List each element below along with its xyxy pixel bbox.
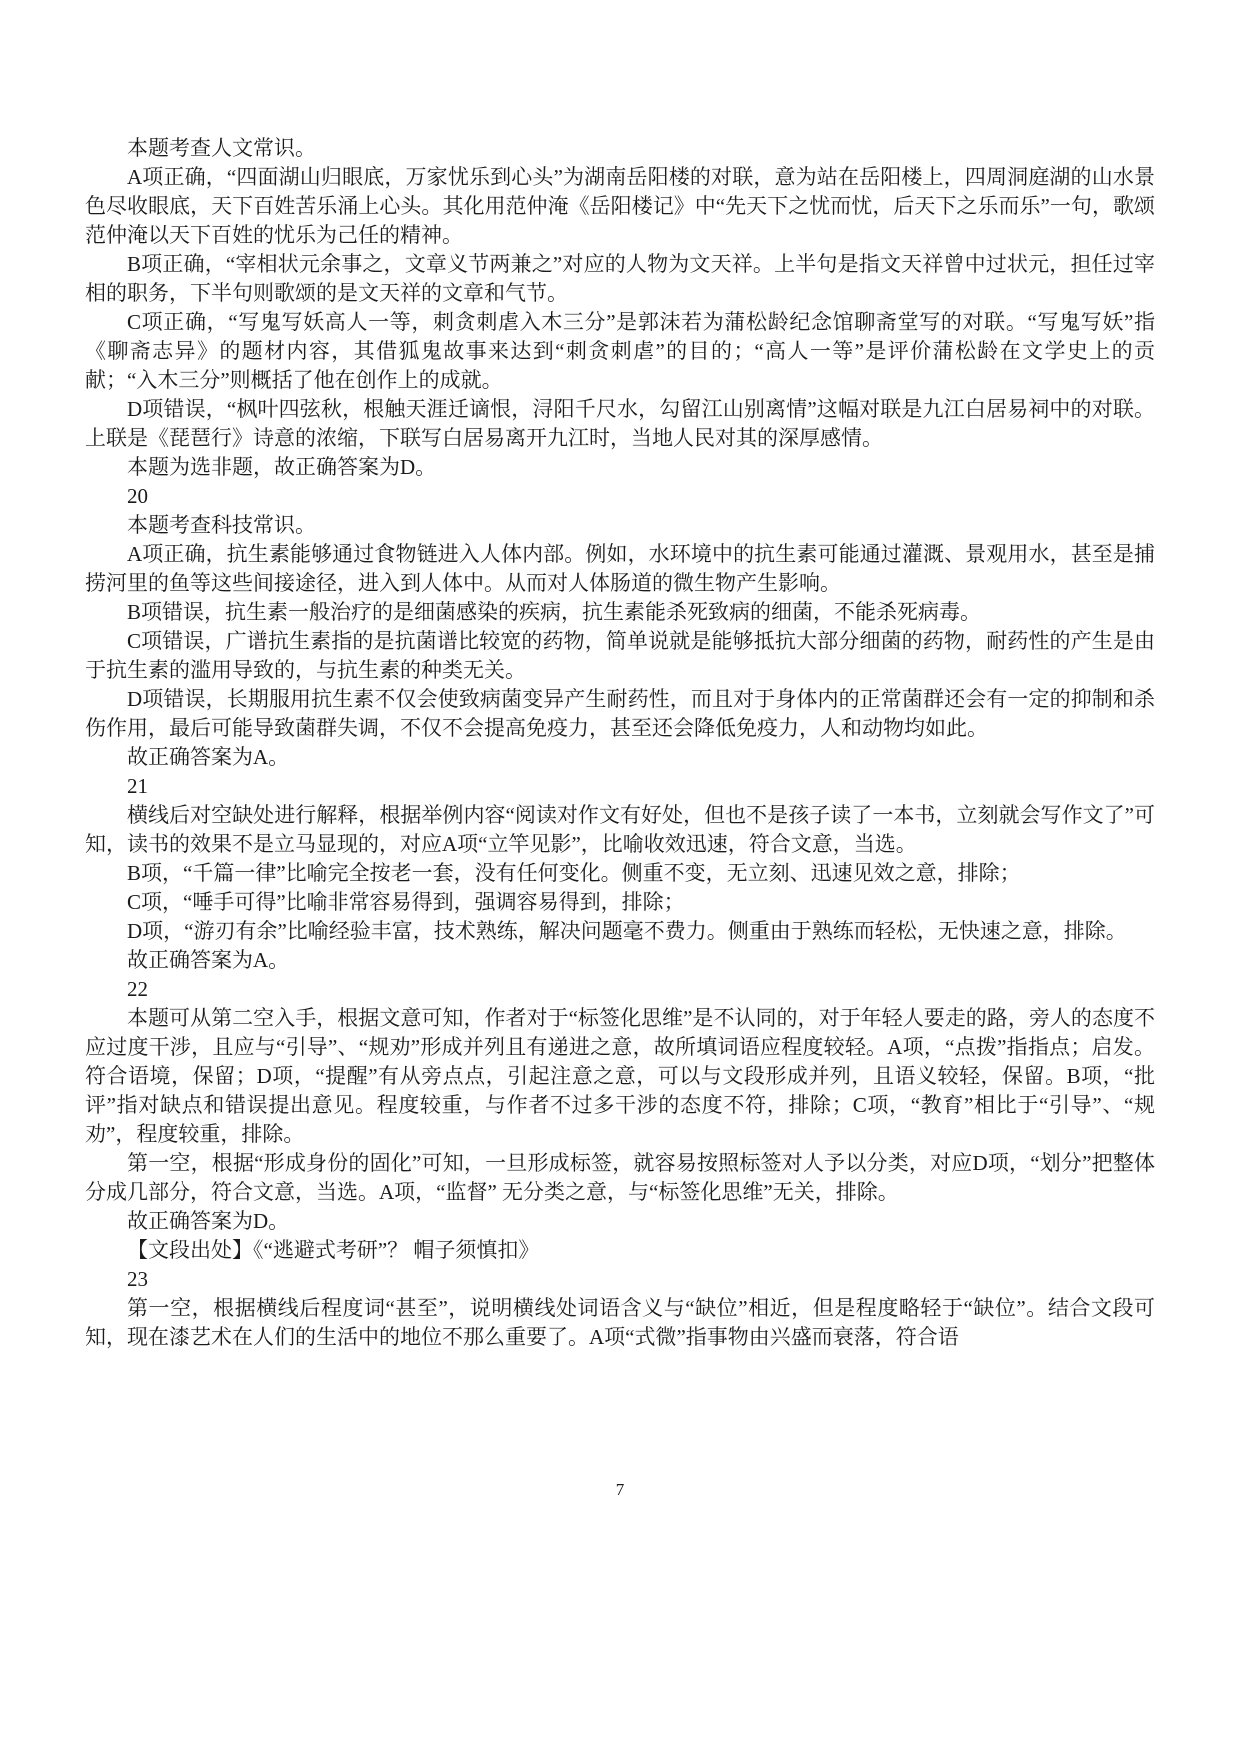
paragraph: C项，“唾手可得”比喻非常容易得到，强调容易得到，排除； — [127, 890, 685, 914]
paragraph: 【文段出处】《“逃避式考研”？ 帽子须慎扣》 — [127, 1238, 540, 1262]
paragraph: 第一空，根据“形成身份的固化”可知，一旦形成标签，就容易按照标签对人予以分类，对应D项，“划分”把整体分成几部分，符合文意，当选。A项，“监督” 无分类之意，与“标签化思维”无关，排除。 — [85, 1151, 1155, 1204]
paragraph: A项正确，抗生素能够通过食物链进入人体内部。例如，水环境中的抗生素可能通过灌溉、景观用水，甚至是捕捞河里的鱼等这些间接途径，进入到人体中。从而对人体肠道的微生物产生影响。 — [85, 542, 1155, 595]
paragraph: C项正确，“写鬼写妖高人一等，刺贪刺虐入木三分”是郭沫若为蒲松龄纪念馆聊斋堂写的对联。“写鬼写妖”指《聊斋志异》的题材内容，其借狐鬼故事来达到“刺贪刺虐”的目的；“高人一等”是评价蒲松龄在文学史上的贡献；“入木三分”则概括了他在创作上的成就。 — [85, 310, 1155, 392]
paragraph: 本题考查人文常识。 — [127, 136, 316, 160]
paragraph: 故正确答案为A。 — [127, 948, 290, 972]
question-number: 21 — [127, 774, 148, 798]
paragraph: D项错误，“枫叶四弦秋，根触天涯迁谪恨，浔阳千尺水，勾留江山别离情”这幅对联是九江白居易祠中的对联。上联是《琵琶行》诗意的浓缩，下联写白居易离开九江时，当地人民对其的深厚感情。 — [85, 397, 1155, 450]
paragraph: 本题可从第二空入手，根据文意可知，作者对于“标签化思维”是不认同的，对于年轻人要走的路，旁人的态度不应过度干涉，且应与“引导”、“规劝”形成并列且有递进之意，故所填词语应程度较轻。A项，“点拨”指指点；启发。符合语境，保留；D项，“提醒”有从旁点点，引起注意之意，可以与文段形成并列，且语义较轻，保留。B项，“批评”指对缺点和错误提出意见。程度较重，与作者不过多干涉的态度不符，排除；C项，“教育”相比于“引导”、“规劝”，程度较重，排除。 — [85, 1006, 1155, 1146]
paragraph: C项错误，广谱抗生素指的是抗菌谱比较宽的药物，简单说就是能够抵抗大部分细菌的药物，耐药性的产生是由于抗生素的滥用导致的，与抗生素的种类无关。 — [85, 629, 1155, 682]
paragraph: 第一空，根据横线后程度词“甚至”，说明横线处词语含义与“缺位”相近，但是程度略轻于“缺位”。结合文段可知，现在漆艺术在人们的生活中的地位不那么重要了。A项“式微”指事物由兴盛而衰落，符合语 — [85, 1296, 1155, 1349]
paragraph: 本题为选非题，故正确答案为D。 — [127, 455, 437, 479]
question-number: 23 — [127, 1267, 148, 1291]
paragraph: B项错误，抗生素一般治疗的是细菌感染的疾病，抗生素能杀死致病的细菌，不能杀死病毒。 — [127, 600, 982, 624]
document-body — [85, 134, 1155, 1352]
paragraph: D项，“游刃有余”比喻经验丰富，技术熟练，解决问题毫不费力。侧重由于熟练而轻松，无快速之意，排除。 — [127, 919, 1127, 943]
paragraph: 横线后对空缺处进行解释，根据举例内容“阅读对作文有好处，但也不是孩子读了一本书，立刻就会写作文了”可知，读书的效果不是立马显现的，对应A项“立竿见影”，比喻收效迅速，符合文意，当选。 — [85, 803, 1155, 856]
paragraph: A项正确，“四面湖山归眼底，万家忧乐到心头”为湖南岳阳楼的对联，意为站在岳阳楼上，四周洞庭湖的山水景色尽收眼底，天下百姓苦乐涌上心头。其化用范仲淹《岳阳楼记》中“先天下之忧而忧，后天下之乐而乐”一句，歌颂范仲淹以天下百姓的忧乐为己任的精神。 — [85, 165, 1155, 247]
paragraph: 故正确答案为D。 — [127, 1209, 290, 1233]
paragraph: 故正确答案为A。 — [127, 745, 290, 769]
paragraph: 本题考查科技常识。 — [127, 513, 316, 537]
page-number: 7 — [615, 1480, 625, 1499]
question-number: 22 — [127, 977, 148, 1001]
paragraph: B项正确，“宰相状元余事之，文章义节两兼之”对应的人物为文天祥。上半句是指文天祥曾中过状元，担任过宰相的职务，下半句则歌颂的是文天祥的文章和气节。 — [85, 252, 1155, 305]
question-number: 20 — [127, 484, 148, 508]
paragraph: D项错误，长期服用抗生素不仅会使致病菌变异产生耐药性，而且对于身体内的正常菌群还会有一定的抑制和杀伤作用，最后可能导致菌群失调，不仅不会提高免疫力，甚至还会降低免疫力，人和动物均如此。 — [85, 687, 1155, 740]
paragraph: B项，“千篇一律”比喻完全按老一套，没有任何变化。侧重不变，无立刻、迅速见效之意，排除； — [127, 861, 1021, 885]
